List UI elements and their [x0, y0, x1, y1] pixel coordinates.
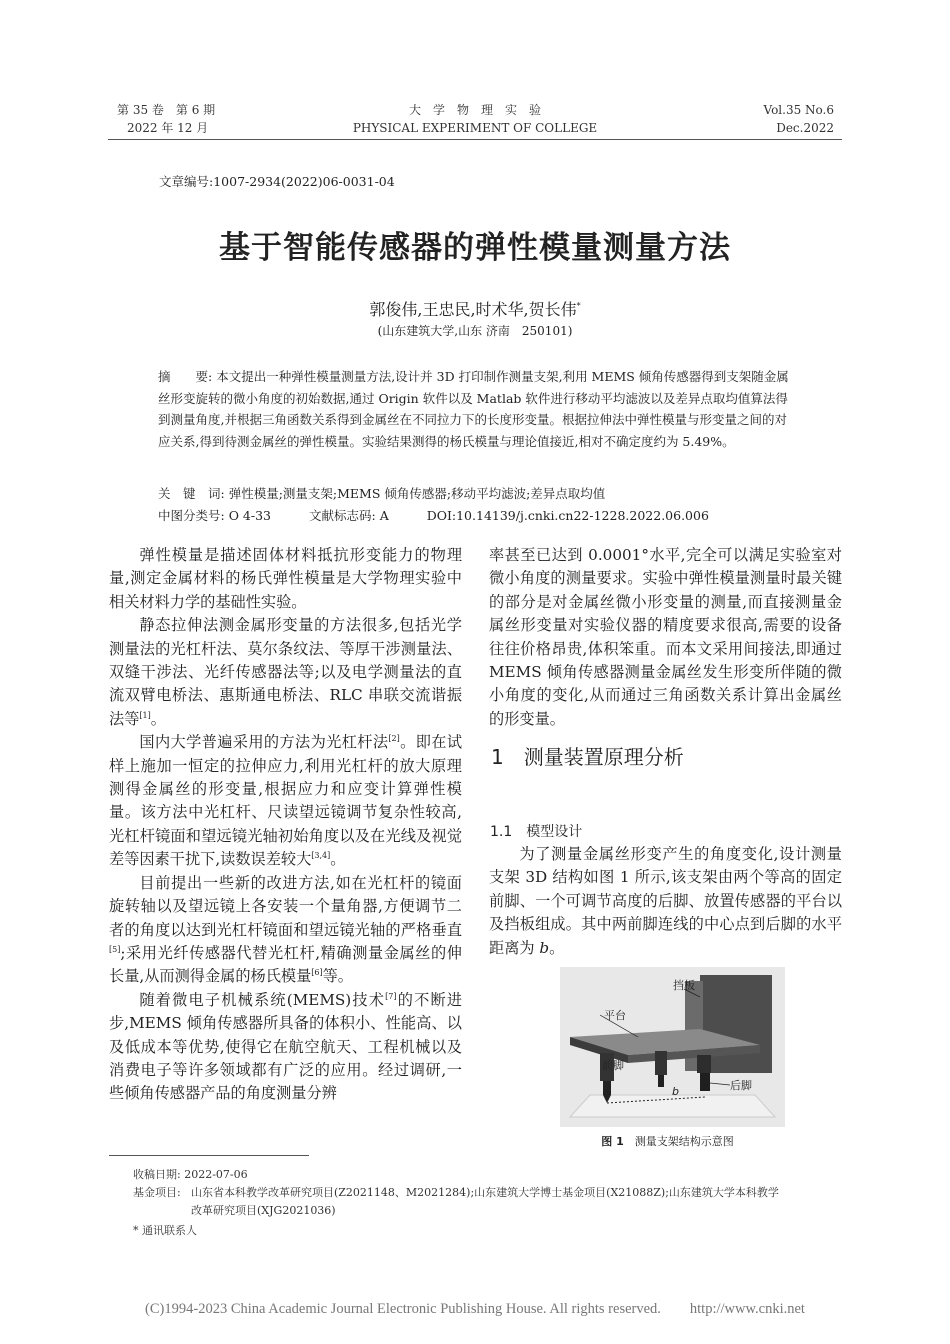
figure-caption-label: 图 1	[601, 1135, 624, 1148]
clc-value: O 4-33	[228, 508, 272, 523]
text: 目前提出一些新的改进方法,如在光杠杆的镜面旋转轴以及望远镜上各安装一个量角器,方便调节二者的角度以达到光杠杆镜面和望远镜光轴的严格垂直	[109, 873, 462, 939]
doccode-label: 文献标志码:	[308, 508, 376, 523]
text: 。	[150, 709, 166, 728]
footnote-fund	[191, 1184, 847, 1220]
page-title: 基于智能传感器的弹性模量测量方法	[219, 230, 731, 266]
left-column	[109, 544, 462, 1106]
citation: [6]	[311, 968, 323, 978]
authors	[0, 297, 950, 320]
footnote-corresponding: * 通讯联系人	[133, 1224, 197, 1237]
paragraph	[489, 843, 842, 960]
header-date-en: Dec.2022	[776, 121, 834, 135]
citation: [2]	[388, 734, 400, 744]
text: 为了测量金属丝形变产生的角度变化,设计测量支架 3D 结构如图 1 所示,该支架由两个等高的固定前脚、一个可调节高度的后脚、放置传感器的平台以及挡板组成。其中两前脚连线的中心点到后脚的水平距离为	[489, 845, 842, 957]
doccode-value: A	[379, 508, 389, 523]
header-volume: 第 35 卷 第 6 期	[117, 103, 216, 117]
text: 随着微电子机械系统(MEMS)技术	[139, 990, 386, 1009]
header-date-cn: 2022 年 12 月	[127, 121, 209, 135]
fund-line-1: 山东省本科教学改革研究项目(Z2021148、M2021284);山东建筑大学博士基金项目(X21088Z);山东建筑大学本科教学	[191, 1186, 779, 1199]
abstract-text: 本文提出一种弹性模量测量方法,设计并 3D 打印制作测量支架,利用 MEMS 倾角传感器得到支架随金属丝形变旋转的微小角度的初始数据,通过 Origin 软件以及 Matlab 软件进行移动平均滤波以及差异点取均值算法得到测量角度,并根据三角函数关系得到金属丝在不同拉力下的长度形变量。根据拉伸法中弹性模量与形变量之间的对应关系,得到待测金属丝的弹性模量。实验结果测得的杨氏模量与理论值接近,相对不确定度约为 5.49%。	[158, 369, 789, 449]
section-heading-1-1: 1.1 模型设计	[490, 824, 583, 840]
abstract-label: 摘 要:	[158, 369, 213, 384]
figure-label-rear-leg: 后脚	[730, 1079, 752, 1092]
section-heading-1: 1 测量装置原理分析	[491, 745, 684, 769]
text: 静态拉伸法测金属形变量的方法很多,包括光学测量法的光杠杆法、莫尔条纹法、等厚干涉测量法、双缝干涉法、光纤传感器法等;以及电学测量法的直流双臂电桥法、惠斯通电桥法、RLC 串联交流谐振法等	[109, 616, 462, 728]
header-rule	[108, 139, 842, 140]
citation: [3,4]	[311, 851, 331, 861]
doi-label: DOI:	[426, 508, 457, 523]
watermark: (C)1994-2023 China Academic Journal Electronic Publishing House. All rights reserved. http://www.cnki.net	[145, 1301, 805, 1317]
author-mark: *	[576, 301, 581, 311]
keywords-text: 弹性模量;测量支架;MEMS 倾角传感器;移动平均滤波;差异点取均值	[228, 486, 606, 501]
article-number: 文章编号:1007-2934(2022)06-0031-04	[159, 174, 395, 189]
text: 。	[330, 850, 346, 869]
author-names: 郭俊伟,王忠民,时术华,贺长伟	[369, 300, 577, 319]
text: 国内大学普遍采用的方法为光杠杆法	[139, 733, 389, 752]
keywords-label: 关 键 词:	[158, 486, 225, 501]
clc-label: 中图分类号:	[158, 508, 225, 523]
variable-b: b	[539, 938, 550, 957]
figure-caption	[0, 1133, 950, 1149]
citation: [5]	[109, 944, 121, 954]
paragraph	[109, 614, 462, 731]
right-column-cont	[489, 843, 842, 960]
header-journal-cn: 大 学 物 理 实 验	[408, 103, 541, 117]
paragraph: 弹性模量是描述固体材料抵抗形变能力的物理量,测定金属材料的杨氏弹性模量是大学物理实验中相关材料力学的基础性实验。	[109, 546, 462, 611]
figure-caption-text: 测量支架结构示意图	[634, 1135, 734, 1148]
classification	[158, 505, 794, 527]
figure-label-platform: 平台	[604, 1009, 626, 1022]
text: 等。	[322, 967, 353, 986]
paragraph	[109, 989, 462, 1106]
right-column	[489, 544, 842, 731]
fund-line-2: 改革研究项目(XJG2021036)	[191, 1204, 336, 1217]
text: 的不断进步,MEMS 倾角传感器所具备的体积小、性能高、以及低成本等优势,使得它在航空航天、工程机械以及消费电子等许多领域都有广泛的应用。经过调研,一些倾角传感器产品的角度测量分辨	[109, 990, 462, 1103]
footnote-rule	[109, 1155, 309, 1156]
text: 。即在试样上施加一恒定的拉伸应力,利用光杠杆的放大原理测得金属丝的形变量,根据应力和应变计算弹性模量。该方法中光杠杆、尺读望远镜调节复杂性较高,光杠杆镜面和望远镜光轴初始角度以及在光线及视觉差等因素干扰下,读数误差较大	[109, 733, 463, 869]
doi-value: 10.14139/j.cnki.cn22-1228.2022.06.006	[456, 508, 709, 523]
header-volume-en: Vol.35 No.6	[763, 103, 834, 117]
figure-1-image	[560, 967, 785, 1127]
paragraph	[109, 872, 462, 989]
text: ;采用光纤传感器代替光杠杆,精确测量金属丝的伸长量,从而测得金属的杨氏模量	[109, 943, 462, 986]
keywords	[158, 483, 794, 505]
text: 。	[549, 938, 565, 957]
paragraph: 率甚至已达到 0.0001°水平,完全可以满足实验室对微小角度的测量要求。实验中弹性模量测量时最关键的部分是对金属丝微小形变量的测量,而直接测量金属丝形变量对实验仪器的精度要求很高,需要的设备往往价格昂贵,体积笨重。而本文采用间接法,即通过 MEMS 倾角传感器测量金属丝发生形变所伴随的微小角度的变化,从而通过三角函数关系计算出金属丝的形变量。	[489, 546, 842, 728]
paragraph	[109, 731, 462, 871]
figure-label-baffle: 挡板	[673, 979, 695, 992]
abstract	[158, 366, 794, 452]
header-journal-en: PHYSICAL EXPERIMENT OF COLLEGE	[352, 121, 598, 135]
footnote-fund-label: 基金项目:	[133, 1186, 181, 1199]
affiliation: (山东建筑大学,山东 济南 250101)	[377, 324, 573, 338]
figure-label-front-leg: 前脚	[602, 1059, 624, 1072]
figure-label-b: b	[672, 1085, 679, 1098]
citation: [1]	[139, 710, 151, 720]
footnote-received: 收稿日期: 2022-07-06	[133, 1168, 248, 1181]
citation: [7]	[385, 991, 397, 1001]
